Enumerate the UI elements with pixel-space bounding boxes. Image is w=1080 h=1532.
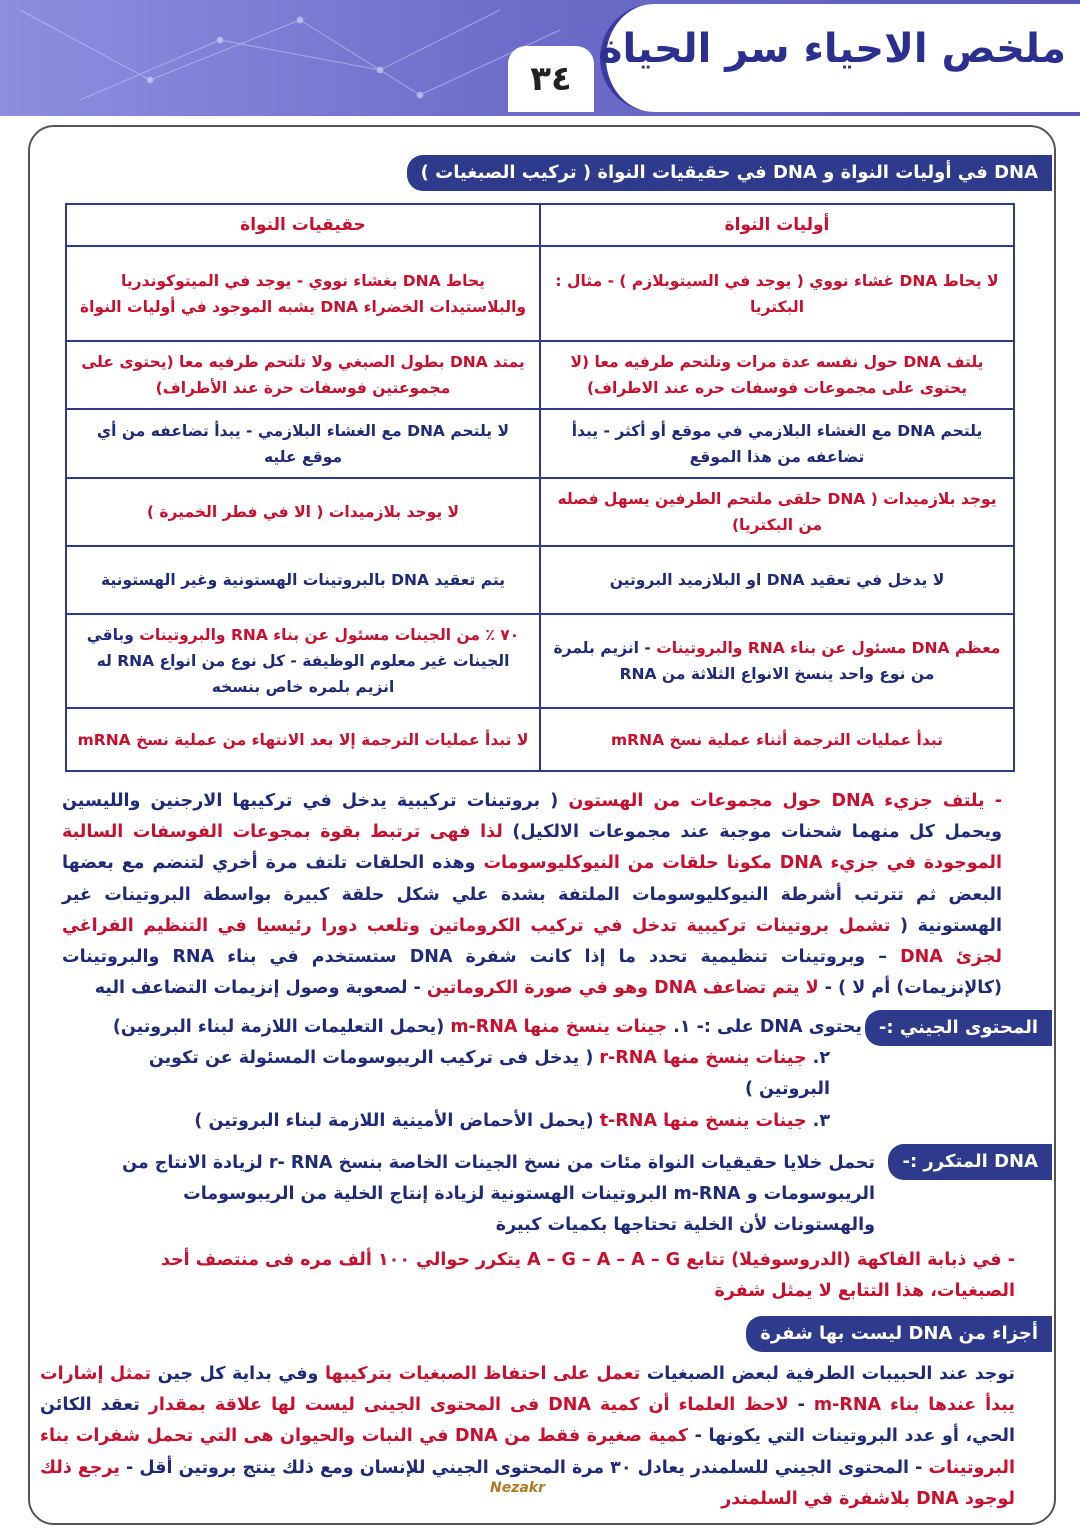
highlighted-text: يلتف DNA حول نفسه عدة مرات وتلتحم طرفيه معا (لا يحتوى على مجموعات فوسفات حره عند الاطراف) [570, 353, 984, 397]
title-banner [600, 4, 1080, 112]
drosophila-note [115, 1245, 1015, 1307]
highlighted-text: لا يوجد بلازميدات ( الا في فطر الخميرة ) [146, 503, 460, 521]
prokaryote-cell [540, 341, 1014, 409]
body-text: لا يدخل في تعقيد DNA او البلازميد البروتين [609, 571, 945, 589]
body-text: ( يدخل فى تركيب الريبوسومات المسئولة عن تكوين البروتين ) [148, 1048, 830, 1100]
table-row [66, 409, 1014, 478]
column-header-eukaryotes: حقيقيات النواة [66, 204, 540, 246]
body-text: ٣. [806, 1111, 830, 1131]
body-text: - [788, 1395, 805, 1416]
highlighted-text: جينات ينسخ منها m-RNA [444, 1017, 668, 1037]
table-row [66, 614, 1014, 708]
highlighted-text: تبدأ عمليات الترجمة أثناء عملية نسخ mRNA [611, 730, 943, 749]
prokaryote-cell [540, 708, 1014, 771]
repeated-dna-label: DNA المتكرر :- [888, 1144, 1052, 1180]
body-text: - لصعوبة وصول إنزيمات التضاعف اليه [94, 978, 421, 999]
eukaryote-cell [66, 546, 540, 614]
prokaryote-cell [540, 478, 1014, 546]
eukaryote-cell [66, 478, 540, 546]
body-text: توجد عند الحبيبات الطرفية لبعض الصبغيات [640, 1364, 1015, 1384]
highlighted-text: معظم DNA مسئول عن بناء RNA والبروتينات [656, 639, 1001, 657]
page-number: ٣٤ [508, 46, 594, 112]
body-text: - انزيم بلمرة من نوع واحد ينسخ الانواع الثلاثة من RNA [553, 639, 935, 683]
highlighted-text: - في ذبابة الفاكهة (الدروسوفيلا) تتابع A – G – A – A – G يتكرر حوالي ١٠٠ ألف مره فى منتصف أحد الصبغيات، هذا التتابع لا يمثل شفرة [160, 1250, 1015, 1302]
highlighted-text: تشمل بروتينات تركيبية تدخل في تركيب الكروماتين وتلعب دورا رئيسيا في التنظيم الفراغي لجزئ DNA [62, 915, 1003, 968]
highlighted-text: جينات ينسخ منها r-RNA [593, 1048, 807, 1068]
eukaryote-cell [66, 614, 540, 708]
highlighted-text: مثال : البكتريا [555, 271, 805, 316]
histone-paragraph [62, 786, 1002, 1004]
prokaryote-cell [540, 246, 1014, 341]
body-text: لا يلتحم DNA مع الغشاء البلازمي - يبدأ تضاعفه من أي موقع عليه [96, 421, 510, 466]
body-text: يلتحم DNA مع الغشاء البلازمي في موقع أو أكثر - يبدأ تضاعفه من هذا الموقع [571, 421, 983, 466]
highlighted-text: لا يتم تضاعف DNA وهو في صورة الكروماتين [420, 978, 819, 999]
highlighted-text: لا يحاط DNA غشاء نووي ( يوجد في السيتوبلازم ) - [602, 271, 999, 290]
table-row [66, 478, 1014, 546]
highlighted-text: جينات ينسخ منها t-RNA [593, 1111, 807, 1131]
table-row [66, 546, 1014, 614]
body-text: – وبروتينات تنظيمية تحدد ما إذا كانت شفرة DNA ستستخدم في بناء RNA والبروتينات (كالإنزيمات) أم لا ) - [62, 947, 1002, 999]
watermark-logo: Nezakr [490, 1480, 546, 1496]
comparison-table [65, 203, 1015, 772]
eukaryote-cell [66, 708, 540, 771]
table-row [66, 708, 1014, 771]
eukaryote-cell [66, 409, 540, 478]
body-text: تحمل خلايا حقيقيات النواة مئات من نسخ الجينات الخاصة بنسخ r- RNA لزيادة الانتاج من الريبوسومات و m-RNA البروتينات الهستونية لزيادة إنتاج الخلية من الريبوسومات والهستونات لأن الخلية تحتاجها بكميات كبيرة [122, 1153, 875, 1236]
body-text: - المحتوى الجيني للسلمندر يعادل ٣٠ مرة المحتوى الجيني للإنسان ومع ذلك ينتج بروتين أقل - [119, 1457, 923, 1478]
eukaryote-cell [66, 341, 540, 409]
highlighted-text: لذا فهى ترتبط بقوة بمجوعات الفوسفات السالبة الموجودة في جزيء DNA مكونا حلقات من النيوكليوسومات [62, 822, 1002, 874]
prokaryote-cell [540, 409, 1014, 478]
body-text: تعقد الكائن الحي، أو عدد البروتينات التي يكونها - [40, 1395, 1016, 1447]
eukaryote-cell [66, 246, 540, 341]
genetic-content-label: المحتوى الجيني :- [865, 1010, 1052, 1046]
page-title: ملخص الاحياء سر الحياة [598, 26, 1066, 72]
body-text: وباقي الجينات غير معلوم الوظيفة - كل نوع من انواع RNA له انزيم بلمره خاص بنسخه [86, 626, 510, 696]
highlighted-text: لا تبدأ عمليات الترجمة إلا بعد الانتهاء من عملية نسخ mRNA [77, 730, 529, 749]
body-text: ٢. [806, 1048, 830, 1068]
body-text: يحتوى DNA على :- ١. [667, 1017, 862, 1037]
body-text: وهذه الحلقات تلتف مرة أخري لتنضم مع بعضها البعض ثم تترتب أشرطة النيوكليوسومات الملتفة بشدة علي شكل حلقة كبيرة بواسطة البروتينات غير الهستونية ( [62, 853, 1002, 936]
body-text: (يحمل التعليمات اللازمة لبناء البروتين) [112, 1017, 445, 1037]
table-row [66, 246, 1014, 341]
repeated-dna-text [85, 1148, 875, 1242]
highlighted-text: يحاط DNA بغشاء نووي - يوجد في الميتوكوندريا والبلاستيدات الخضراء DNA يشبه الموجود في أوليات النواة [79, 271, 527, 316]
body-text: ( بروتينات تركيبية يدخل في تركيبها الارجنين والليسين ويحمل كل منهما شحنات موجبة عند مجموعات الالكيل) [62, 791, 1003, 843]
highlighted-text: تعمل على احتفاظ الصبغيات بتركيبها [318, 1364, 641, 1384]
highlighted-text: يرجع ذلك لوجود DNA بلاشفرة في السلمندر [39, 1457, 1015, 1509]
noncoding-dna-label: أجزاء من DNA ليست بها شفرة [746, 1316, 1052, 1352]
genetic-content-item [90, 1043, 830, 1105]
prokaryote-cell [540, 614, 1014, 708]
body-text: (يحمل الأحماض الأمينية اللازمة لبناء البروتين ) [194, 1111, 594, 1131]
highlighted-text: تمثل إشارات يبدأ عندها بناء m-RNA [40, 1364, 1015, 1416]
section-heading-dna-structure: DNA في أوليات النواة و DNA في حقيقيات النواة ( تركيب الصبغيات ) [407, 155, 1052, 191]
highlighted-text: - يلتف جزيء DNA حول مجموعات من الهستون [558, 791, 1002, 811]
page-header [0, 0, 1080, 116]
highlighted-text: يوجد بلازميدات ( DNA حلقى ملتحم الطرفين يسهل فصله من البكتريا) [557, 490, 997, 534]
table-row [66, 341, 1014, 409]
highlighted-text: ٧٠ ٪ من الجينات مسئول عن بناء RNA والبروتينات [139, 626, 520, 644]
highlighted-text: يمتد DNA بطول الصبغي ولا تلتحم طرفيه معا (يحتوى على مجموعتين فوسفات حرة عند الأطراف) [81, 353, 525, 397]
body-text: يتم تعقيد DNA بالبروتينات الهستونية وغير الهستونية [100, 571, 506, 589]
column-header-prokaryotes: أوليات النواة [540, 204, 1014, 246]
highlighted-text: لاحظ العلماء أن كمية DNA فى المحتوى الجينى ليست لها علاقة بمقدار [139, 1395, 789, 1416]
genetic-content-item [42, 1012, 862, 1043]
prokaryote-cell [540, 546, 1014, 614]
body-text: وفي بداية كل جين [151, 1364, 319, 1384]
genetic-content-item [90, 1106, 830, 1137]
highlighted-text: كمية صغيرة فقط من DNA في النبات والحيوان هى التي تحمل شفرات بناء البروتينات [40, 1426, 1015, 1478]
